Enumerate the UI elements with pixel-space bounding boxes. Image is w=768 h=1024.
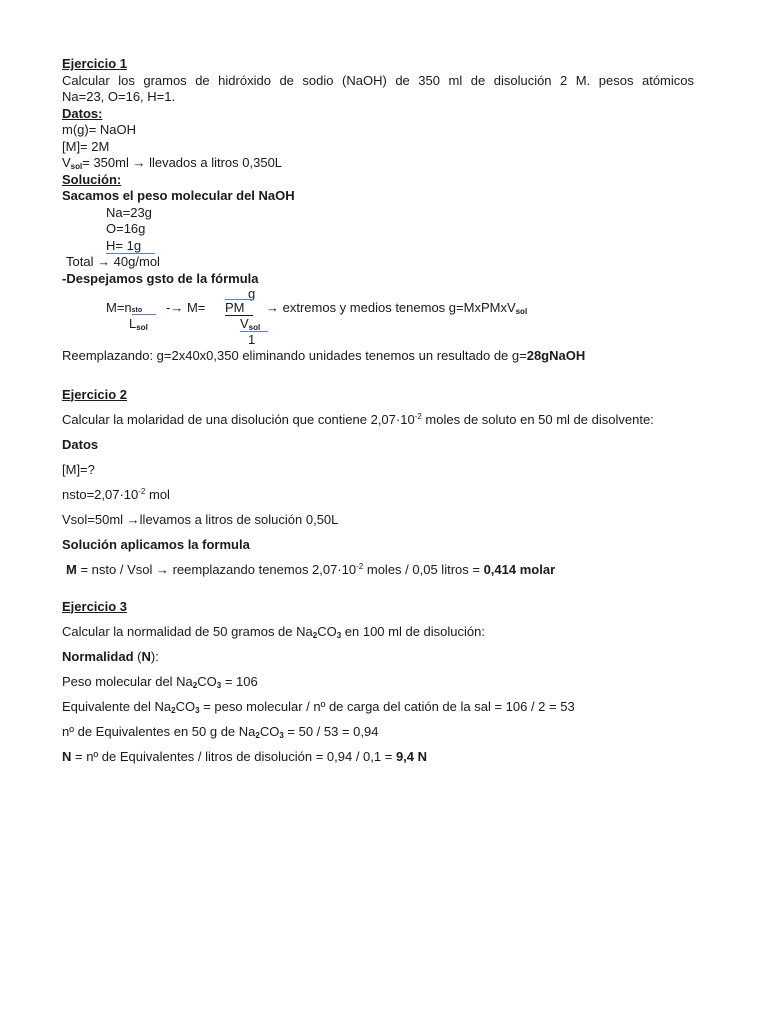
formula-m-equals: M=nsto bbox=[106, 300, 156, 320]
formula-one: 1 bbox=[248, 332, 256, 347]
exercise-2-vsol: Vsol=50ml →llevamos a litros de solución 0,50L bbox=[62, 511, 339, 527]
exercise-3-title: Ejercicio 3 bbox=[62, 598, 128, 614]
total-weight: Total → 40g/mol bbox=[66, 254, 160, 269]
exercise-3-statement: Calcular la normalidad de 50 gramos de $Na_2CO_3$ en 100 ml de disolución: bbox=[62, 623, 485, 640]
formula-arrow-m: -→ M= bbox=[166, 300, 206, 315]
formula-v-sol: $V_{sol}$ bbox=[240, 316, 268, 333]
reemplazando-line: Reemplazando: g=2x40x0,350 eliminando unidades tenemos un resultado de g=28gNaOH bbox=[62, 348, 586, 363]
exercise-2-statement: Calcular la molaridad de una disolución que contiene $2,07\cdot 10^{-2}$ moles de soluto en 50 ml de disolvente: bbox=[62, 411, 654, 427]
normalidad-heading: Normalidad (N): bbox=[62, 648, 159, 664]
pm-heading: Sacamos el peso molecular del NaOH bbox=[62, 188, 295, 203]
exercise-2-molarity: [M]=? bbox=[62, 461, 95, 477]
dato-molarity: [M]= 2M bbox=[62, 138, 110, 154]
molarity-formula bbox=[62, 287, 694, 349]
atomic-weight-na: Na=23g bbox=[106, 204, 152, 220]
formula-extremos: → extremos y medios tenemos g=MxPMxV$_{sol}$ bbox=[266, 300, 528, 316]
dato-volume: $V_{sol}= 350ml$ → llevados a litros 0,350L bbox=[62, 155, 283, 171]
exercise-1 bbox=[62, 56, 694, 365]
molecular-weight-line: Peso molecular del $Na_2CO_3 = 106$ bbox=[62, 673, 258, 690]
exercise-1-statement: Calcular los gramos de hidróxido de sodio (NaOH) de 350 ml de disolución 2 M. pesos atómicos bbox=[62, 72, 694, 88]
exercise-2-calculation: M = nsto / Vsol → reemplazando tenemos $2,07\cdot 10^{-2}$ moles / 0,05 litros = 0,414 molar bbox=[66, 561, 556, 577]
exercise-1-title: Ejercicio 1 bbox=[62, 56, 128, 71]
dato-mass: m(g)= NaOH bbox=[62, 122, 137, 137]
formula-l-sol: $L_{sol}$ bbox=[129, 316, 148, 332]
solucion-heading: Solución: bbox=[62, 171, 122, 187]
exercise-2 bbox=[62, 387, 694, 579]
despejamos-heading: -Despejamos gsto de la fórmula bbox=[62, 270, 259, 286]
exercise-1-statement-cont: Na=23, O=16, H=1. bbox=[62, 89, 176, 104]
equivalent-line: Equivalente del $Na_2CO_3$ = peso molecular / nº de carga del catión de la sal = 106 / 2 = 53 bbox=[62, 698, 575, 715]
exercise-2-solution-heading: Solución aplicamos la formula bbox=[62, 536, 250, 552]
datos-heading: Datos: bbox=[62, 105, 103, 121]
exercise-2-title: Ejercicio 2 bbox=[62, 386, 128, 402]
document-page bbox=[62, 56, 694, 774]
exercise-3 bbox=[62, 599, 694, 766]
normality-result-line: N = nº de Equivalentes / litros de disolución = 0,94 / 0,1 = 9,4 N bbox=[62, 748, 428, 764]
exercise-2-datos-heading: Datos bbox=[62, 436, 99, 452]
formula-pm: PM bbox=[225, 300, 253, 317]
exercise-3-result: 9,4 N bbox=[395, 748, 428, 764]
atomic-weight-o: O=16g bbox=[106, 221, 146, 236]
exercise-2-nsto: $nsto=2,07\cdot 10^{-2}$ mol bbox=[62, 486, 170, 502]
atomic-weight-h: H= 1g bbox=[62, 238, 694, 255]
num-equivalents-line: nº de Equivalentes en 50 g de $Na_2CO_3 = 50 / 53 = 0,94$ bbox=[62, 723, 379, 740]
exercise-1-result: 28gNaOH bbox=[526, 348, 586, 363]
formula-g: g bbox=[248, 286, 256, 301]
exercise-2-result: 0,414 molar bbox=[483, 561, 556, 577]
